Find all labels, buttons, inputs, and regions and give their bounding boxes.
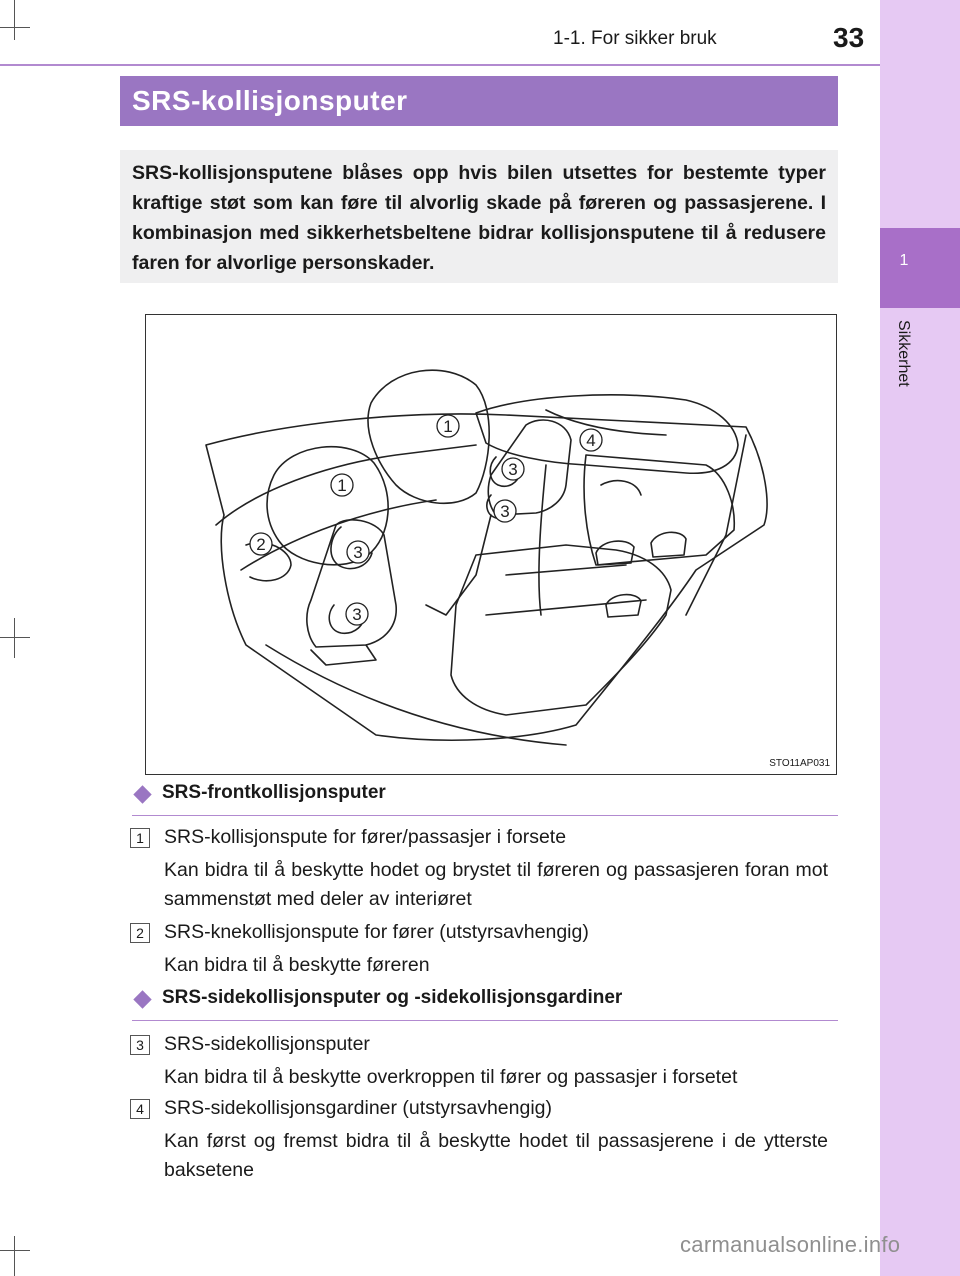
driver-seat [307, 520, 396, 647]
floor [266, 645, 566, 745]
item-description: Kan bidra til å beskytte hodet og brystet til føreren og passasjeren foran mot sammenstøt med deler av interiøret [164, 859, 828, 910]
callout-label: 1 [443, 417, 453, 436]
rear-headrest [606, 595, 641, 617]
side-tab [880, 0, 960, 1276]
crop-mark [0, 1250, 30, 1251]
callout-label: 3 [500, 502, 510, 521]
callout-label: 1 [337, 476, 347, 495]
callout-3-c [347, 541, 369, 563]
callout-1-upper [437, 415, 459, 437]
page-number: 33 [833, 22, 865, 53]
page-title: SRS-kollisjonsputer [132, 85, 408, 116]
watermark: carmanualsonline.info [680, 1232, 901, 1257]
callout-3-b [494, 500, 516, 522]
item-number-badge: 1 [130, 828, 150, 848]
intro-text: SRS-kollisjonsputene blåses opp hvis bilen utsettes for bestemte typer kraftige støt som kan føre til alvorlig skade på føreren og passasjerene. I kombinasjon med sikkerhetsbeltene bidrar kollisjonsputene til å redusere faren for alvorlige personskader. [132, 162, 826, 274]
crop-mark [0, 27, 30, 28]
dash-lower [241, 500, 436, 570]
callout-1-lower [331, 474, 353, 496]
callout-2 [250, 533, 272, 555]
chapter-number: 1 [899, 252, 909, 269]
callout-label: 4 [586, 431, 596, 450]
item-number-badge: 2 [130, 923, 150, 943]
crop-mark [14, 0, 15, 40]
callout-4 [580, 429, 602, 451]
header-section-title: 1-1. For sikker bruk [553, 28, 717, 49]
item-number-badge: 3 [130, 1035, 150, 1055]
item-description: Kan først og fremst bidra til å beskytte hodet til passasjerene i de ytterste baksetene [164, 1130, 828, 1181]
item-title: SRS-knekollisjonspute for fører (utstyrsavhengig) [164, 921, 589, 943]
item-title: SRS-kollisjonspute for fører/passasjer i forsete [164, 826, 567, 848]
callout-label: 3 [508, 460, 518, 479]
crop-mark [0, 637, 30, 638]
chapter-label: Sikkerhet [895, 320, 912, 387]
section-heading-text: SRS-frontkollisjonsputer [162, 782, 386, 803]
car-interior-drawing [146, 315, 836, 774]
passenger-front-airbag [368, 370, 489, 503]
figure-code: STO11AP031 [769, 758, 830, 769]
intro-box [120, 150, 838, 283]
callout-3-d [346, 603, 368, 625]
item-title: SRS-sidekollisjonsputer [164, 1033, 370, 1055]
rear-headrest [651, 532, 686, 557]
callout-label: 2 [256, 535, 266, 554]
diamond-bullet-icon [133, 990, 151, 1008]
diamond-bullet-icon [133, 785, 151, 803]
callout-label: 3 [353, 543, 363, 562]
item-description: Kan bidra til å beskytte overkroppen til fører og passasjer i forsetet [164, 1066, 738, 1088]
header-rule [0, 64, 880, 66]
b-pillar [539, 465, 546, 615]
seat-belt [686, 435, 746, 615]
airbag-illustration [145, 314, 837, 775]
title-bar [120, 76, 838, 126]
crop-mark [14, 1236, 15, 1276]
item-number-badge: 4 [130, 1099, 150, 1119]
driver-front-airbag [267, 447, 388, 565]
crop-mark [14, 618, 15, 658]
item-title: SRS-sidekollisjonsgardiner (utstyrsavhengig) [164, 1097, 553, 1119]
callout-3-a [502, 458, 524, 480]
callout-label: 3 [352, 605, 362, 624]
item-description: Kan bidra til å beskytte føreren [164, 954, 430, 976]
section-heading-text: SRS-sidekollisjonsputer og -sidekollisjonsgardiner [162, 987, 623, 1008]
section-heading-front-airbags [132, 782, 838, 816]
section-heading-side-airbags [132, 987, 838, 1021]
